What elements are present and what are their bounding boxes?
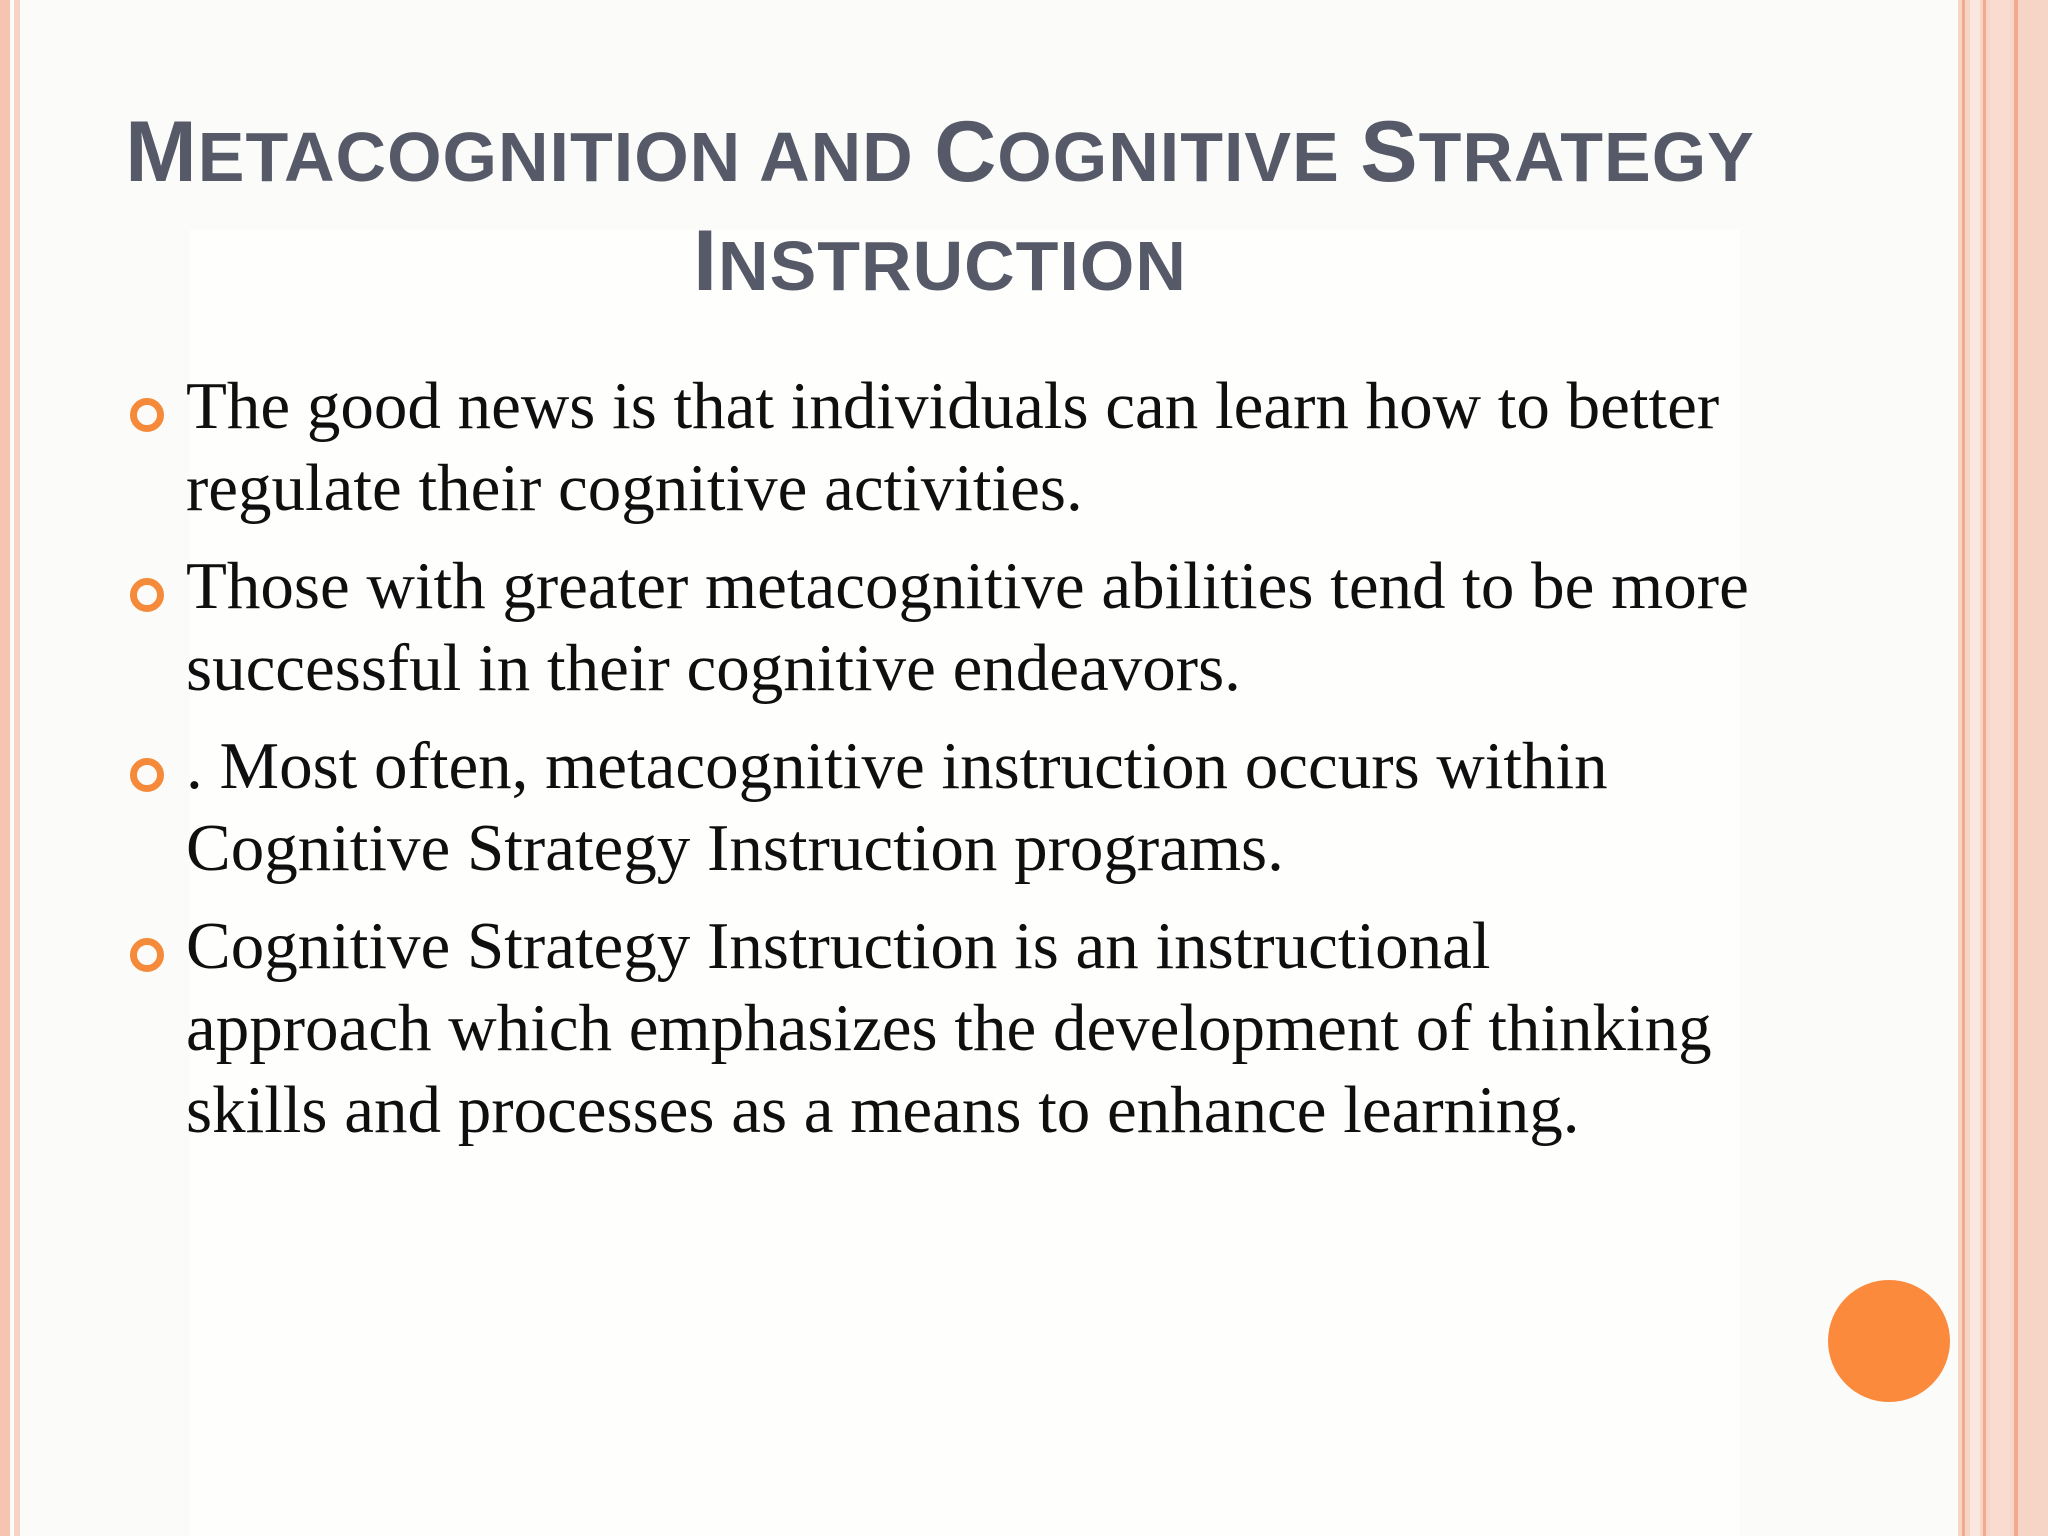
- title-word: OGNITIVE: [997, 118, 1340, 196]
- title-initial: C: [934, 104, 998, 200]
- bullet-item: [130, 365, 1750, 529]
- ring-bullet-icon: [130, 398, 164, 432]
- title-initial: M: [125, 104, 198, 200]
- title-initial: I: [693, 213, 719, 309]
- title-word: TRATEGY: [1418, 118, 1755, 196]
- title-word: ETACOGNITION: [197, 118, 742, 196]
- orange-circle-icon: [1828, 1280, 1950, 1402]
- bullet-list: [130, 365, 1750, 1167]
- right-band-line: [1983, 0, 1986, 1536]
- bullet-text: The good news is that individuals can learn how to better regulate their cognitive activities.: [186, 369, 1720, 525]
- left-border-stripe-inner: [14, 0, 20, 1536]
- left-border-stripe: [0, 0, 10, 1536]
- bullet-text: Those with greater metacognitive abilities tend to be more successful in their cognitive endeavors.: [186, 549, 1749, 705]
- right-band-line: [2014, 0, 2018, 1536]
- bullet-item: [130, 905, 1750, 1151]
- title-initial: S: [1360, 104, 1419, 200]
- ring-bullet-icon: [130, 578, 164, 612]
- right-band-inner-2: [1990, 0, 2010, 1536]
- ring-bullet-icon: [130, 758, 164, 792]
- bullet-text: . Most often, metacognitive instruction occurs within Cognitive Strategy Instruction programs.: [186, 729, 1608, 885]
- right-band-line: [1962, 0, 1965, 1536]
- right-band-inner: [1970, 0, 1980, 1536]
- slide-title: [120, 100, 1760, 318]
- ring-bullet-icon: [130, 938, 164, 972]
- title-word: NSTRUCTION: [718, 227, 1187, 305]
- bullet-item: [130, 725, 1750, 889]
- title-word: AND: [759, 118, 914, 196]
- bullet-text: Cognitive Strategy Instruction is an instructional approach which emphasizes the development of thinking skills and processes as a means to enhance learning.: [186, 909, 1712, 1147]
- bullet-item: [130, 545, 1750, 709]
